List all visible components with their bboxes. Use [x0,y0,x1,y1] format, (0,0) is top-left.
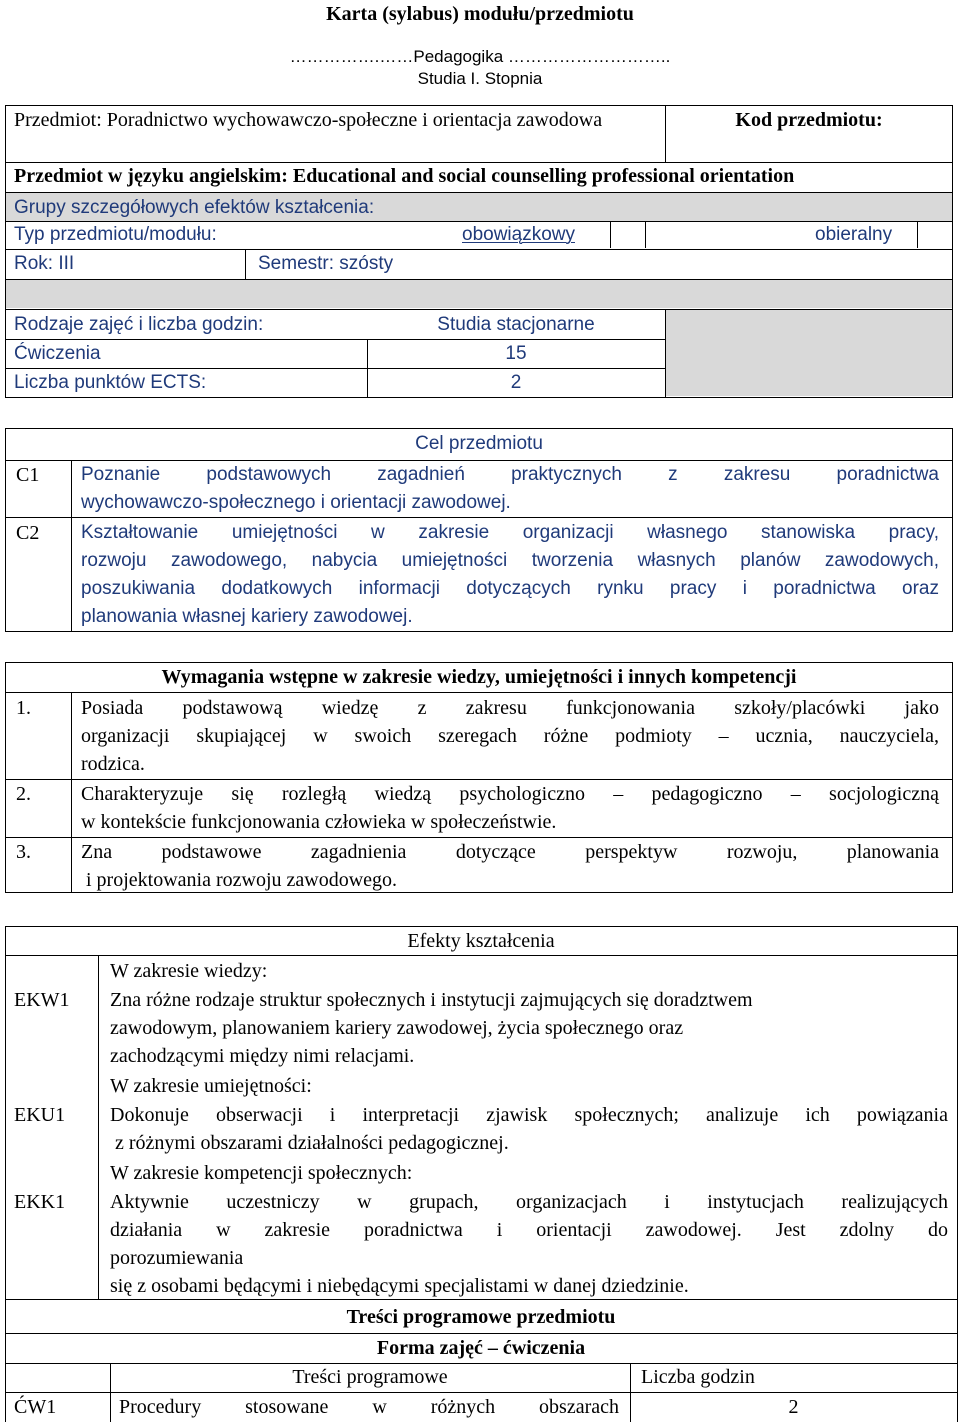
outcome-section-heading: W zakresie umiejętności: [110,1075,312,1097]
outcome-section-heading: W zakresie kompetencji społecznych: [110,1162,413,1184]
goal-line: Poznanie podstawowych zagadnień praktycznych z zakresu poradnictwa [81,464,939,485]
goal-line: wychowawczo-społecznego i orientacji zawodowej. [81,492,511,513]
goal-line: poszukiwania dodatkowych informacji dotyczących rynku pracy i poradnictwa oraz [81,578,939,599]
type-option-mandatory: obowiązkowy [462,224,575,245]
ects-value: 2 [510,372,522,393]
requirements-title: Wymagania wstępne w zakresie wiedzy, umiejętności i innych kompetencji [161,666,797,688]
course-type-label: Typ przedmiotu/modułu: [14,224,217,245]
requirement-number: 2. [16,783,31,805]
goals-title: Cel przedmiotu [415,433,543,454]
outcome-line: się z osobami będącymi i niebędącymi specjalistami w danej dziedzinie. [110,1275,689,1297]
type-option-elective: obieralny [815,224,893,245]
goal-line: Kształtowanie umiejętności w zakresie organizacji własnego stanowiska pracy, [81,522,939,543]
hours-col-type: Rodzaje zajęć i liczba godzin: [14,314,264,335]
outcomes-title: Efekty kształcenia [407,930,555,952]
requirement-number: 3. [16,841,31,863]
goal-code: C2 [16,522,40,544]
hours-row-name: Ćwiczenia [14,343,101,364]
requirement-line: w kontekście funkcjonowania człowieka w społeczeństwie. [81,811,557,833]
outcome-line: Aktywnie uczestniczy w grupach, organizacjach i instytucjach realizujących [110,1191,948,1213]
goal-line: rozwoju zawodowego, nabycia umiejętności tworzenia własnych planów zawodowych, [81,550,939,571]
document-title: Karta (sylabus) modułu/przedmiotu [326,3,634,25]
requirement-number: 1. [16,697,31,719]
learning-outcome-groups: Grupy szczegółowych efektów kształcenia: [14,197,375,218]
requirement-line: rodzica. [81,753,145,775]
goal-code: C1 [16,464,40,486]
semester: Semestr: szósty [258,253,394,274]
program-form: Forma zajęć – ćwiczenia [376,1337,586,1359]
program-row-content: Procedury stosowane w różnych obszarach [119,1396,619,1418]
outcome-line: z różnymi obszarami działalności pedagogicznej. [110,1132,509,1154]
study-year: Rok: III [14,253,75,274]
study-level: Studia I. Stopnia [417,69,543,88]
field-of-study: …………….……Pedagogika ……………………….. [289,47,671,66]
outcome-line: działania w zakresie poradnictwa i orientacji zawodowej. Jest zdolny do [110,1219,948,1241]
hours-row-value: 15 [505,343,527,364]
program-row-hours: 2 [788,1396,799,1418]
program-col-hours: Liczba godzin [641,1366,755,1388]
outcome-section-heading: W zakresie wiedzy: [110,960,268,982]
requirement-line: Charakteryzuje się rozległą wiedzą psychologiczno – pedagogiczno – socjologiczną [81,783,939,805]
program-title: Treści programowe przedmiotu [346,1306,616,1328]
hours-col-fulltime: Studia stacjonarne [437,314,595,335]
program-col-content: Treści programowe [292,1366,448,1388]
english-name: Przedmiot w języku angielskim: Educational and social counselling professional orientation [14,165,795,187]
outcome-line: zawodowym, planowaniem kariery zawodowej, życia społecznego oraz [110,1017,684,1039]
goal-line: planowania własnej kariery zawodowej. [81,606,413,627]
requirement-line: Posiada podstawową wiedzę z zakresu funkcjonowania szkoły/placówki jako [81,697,939,719]
requirement-line: Zna podstawowe zagadnienia dotyczące perspektyw rozwoju, planowania [81,841,939,863]
outcome-code: EKW1 [14,989,70,1011]
program-row-code: ĆW1 [14,1396,57,1418]
outcome-line: Zna różne rodzaje struktur społecznych i instytucji zajmujących się doradztwem [110,989,753,1011]
requirement-line: i projektowania rozwoju zawodowego. [81,869,398,891]
requirement-line: organizacji skupiającej w swoich szeregach różne podmioty – ucznia, nauczyciela, [81,725,939,747]
outcome-line: Dokonuje obserwacji i interpretacji zjawisk społecznych; analizuje ich powiązania [110,1104,948,1126]
ects-label: Liczba punktów ECTS: [14,372,207,393]
outcome-line: zachodzącymi między nimi relacjami. [110,1045,415,1067]
course-code-label: Kod przedmiotu: [735,109,883,131]
subject-name: Przedmiot: Poradnictwo wychowawczo-społeczne i orientacja zawodowa [14,109,603,131]
outcome-line: porozumiewania [110,1247,244,1269]
outcome-code: EKU1 [14,1104,66,1126]
outcome-code: EKK1 [14,1191,66,1213]
